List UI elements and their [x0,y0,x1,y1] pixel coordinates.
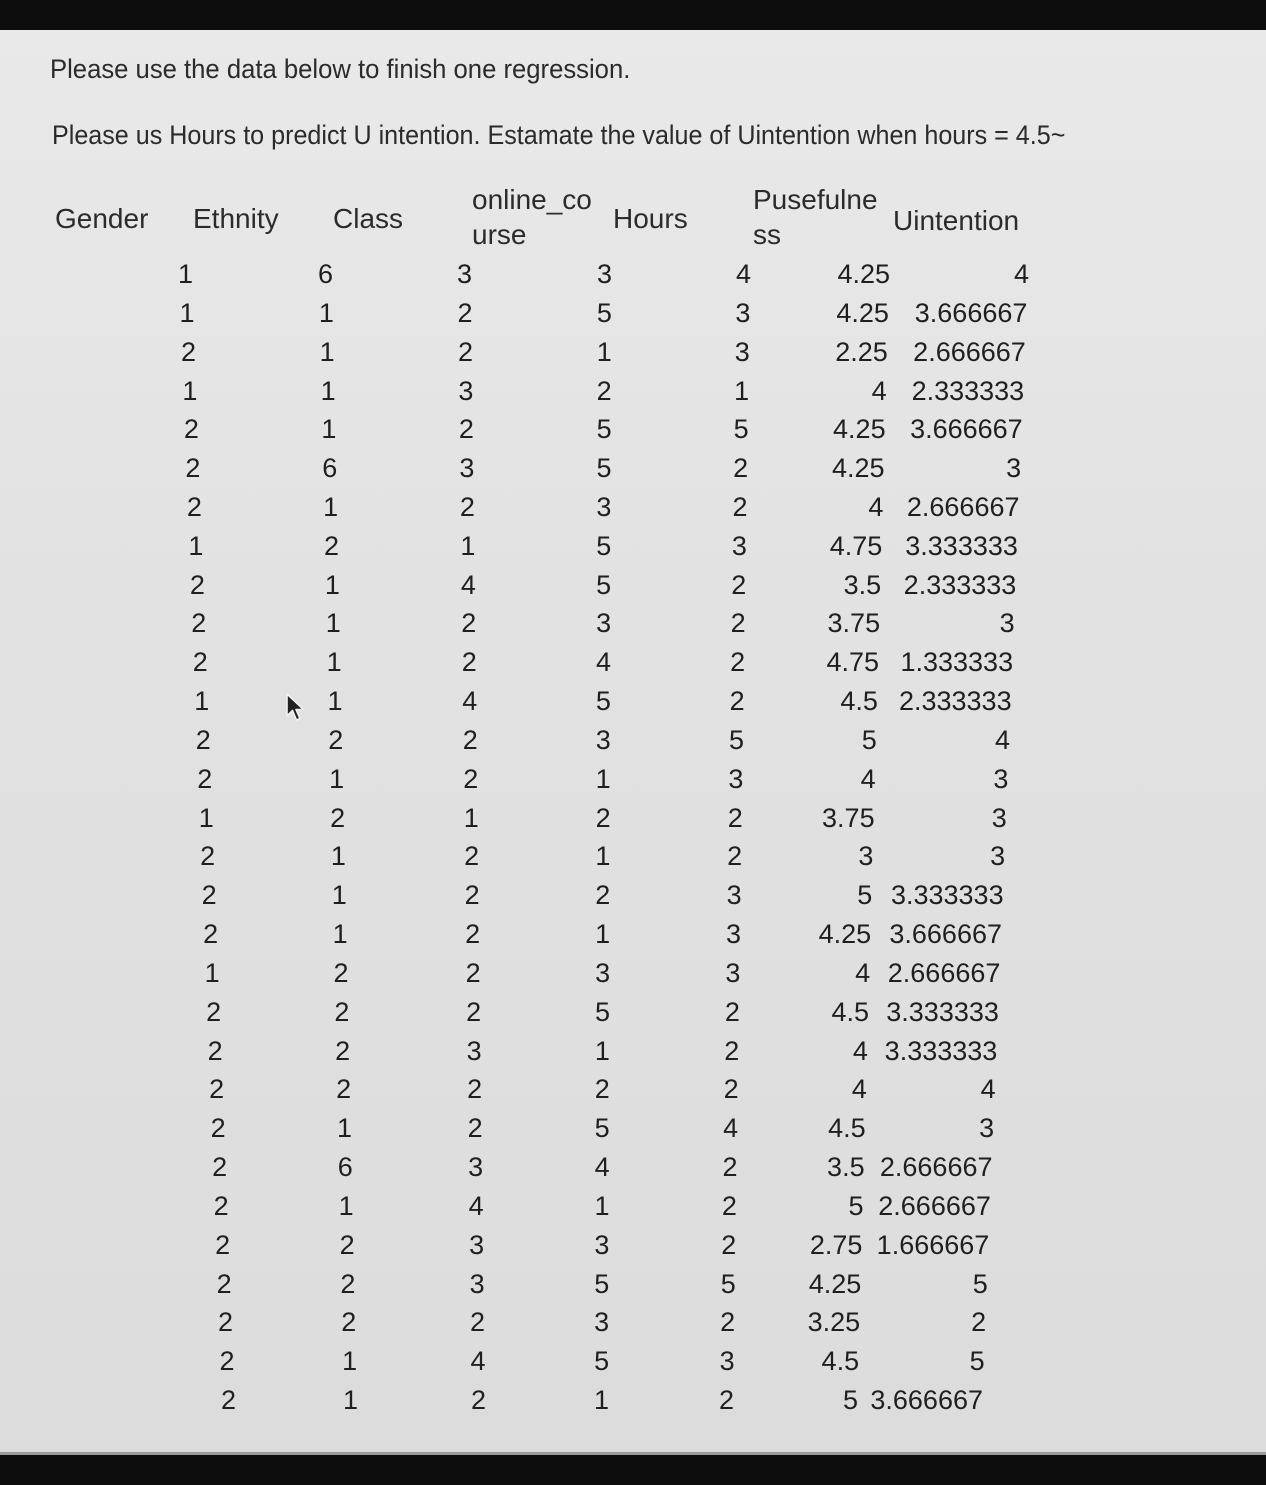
cell-online-course: 3 [595,957,611,988]
cell-pusefulness: 2.75 [809,1229,863,1260]
cell-uintention: 2.333333 [898,686,1012,717]
cell-uintention: 3 [979,1113,995,1144]
cell-class: 2 [461,608,477,639]
cell-class: 3 [469,1229,485,1260]
header-online-course-line1: online_co [472,184,592,215]
cell-ethnity: 1 [338,1190,354,1221]
cell-pusefulness: 4.5 [821,1346,860,1377]
cell-pusefulness: 5 [848,1190,864,1221]
cell-pusefulness: 4.5 [828,1113,866,1144]
cell-pusefulness: 4 [852,1035,868,1066]
cell-class: 2 [467,1074,483,1105]
cell-ethnity: 1 [323,492,339,522]
header-ethnity: Ethnity [193,203,279,234]
cell-online-course: 5 [594,1268,610,1299]
cell-pusefulness: 4.25 [833,414,886,445]
cell-ethnity: 6 [317,259,333,289]
cell-uintention: 3 [999,608,1015,639]
cell-uintention: 3.666667 [870,1385,983,1415]
cell-class: 2 [470,1385,486,1415]
cell-hours: 2 [730,608,746,639]
cell-hours: 2 [730,647,746,678]
cell-uintention: 2.666667 [913,336,1026,367]
cell-uintention: 2.333333 [903,569,1017,600]
cell-class: 1 [463,802,479,833]
cell-uintention: 2.333333 [911,375,1025,406]
cell-pusefulness: 4.5 [840,686,878,717]
cell-online-course: 4 [595,647,611,678]
cell-online-course: 5 [594,1113,610,1144]
cell-ethnity: 2 [339,1229,355,1260]
cell-uintention: 1.666667 [876,1229,990,1260]
cell-hours: 2 [727,841,743,872]
cell-ethnity: 2 [341,1307,357,1338]
cell-uintention: 3.333333 [890,880,1004,911]
cell-online-course: 5 [594,996,610,1027]
cell-gender: 2 [213,1190,229,1221]
cell-hours: 2 [723,1074,739,1105]
cell-online-course: 3 [596,492,612,522]
cell-pusefulness: 2.25 [835,336,888,367]
cell-hours: 3 [728,763,744,794]
cell-pusefulness: 4.25 [837,259,890,289]
cell-pusefulness: 3.5 [843,569,882,600]
cell-uintention: 3.333333 [886,996,999,1027]
cell-ethnity: 1 [327,686,343,717]
cell-gender: 2 [215,1229,231,1260]
cell-online-course: 5 [595,686,611,717]
cell-ethnity: 1 [330,841,346,872]
cell-uintention: 2.666667 [878,1190,991,1221]
cell-pusefulness: 3.25 [807,1307,861,1338]
cell-uintention: 5 [969,1346,985,1377]
cell-ethnity: 1 [321,414,337,445]
cell-uintention: 3.333333 [884,1035,998,1066]
cell-online-course: 2 [596,375,612,406]
cell-hours: 2 [727,802,743,833]
cell-hours: 3 [734,336,750,367]
header-hours: Hours [613,203,688,234]
cell-pusefulness: 4.25 [818,919,872,950]
cell-online-course: 1 [595,763,611,794]
cell-gender: 2 [207,1035,223,1066]
cell-uintention: 4 [1013,259,1029,289]
cell-class: 2 [463,763,479,794]
cell-gender: 2 [197,763,213,794]
cell-online-course: 2 [595,880,611,911]
cell-gender: 1 [182,375,198,406]
cell-hours: 2 [732,492,748,522]
cell-ethnity: 2 [323,530,339,561]
cell-ethnity: 1 [319,336,335,367]
cell-ethnity: 1 [320,375,336,406]
cell-gender: 2 [186,492,202,522]
cell-uintention: 3.666667 [914,297,1028,328]
cell-uintention: 5 [972,1268,988,1299]
cell-gender: 1 [198,802,214,833]
cell-pusefulness: 4.75 [829,530,883,561]
cell-hours: 2 [718,1385,734,1415]
cell-hours: 3 [735,297,751,328]
cell-hours: 2 [733,453,749,484]
cell-gender: 2 [201,880,217,911]
cell-ethnity: 1 [326,647,342,678]
cell-hours: 2 [724,1035,740,1066]
cell-gender: 2 [200,841,216,872]
cell-online-course: 5 [596,297,612,328]
cell-ethnity: 2 [330,802,346,833]
header-uintention: Uintention [893,205,1020,236]
cell-online-course: 1 [593,1385,609,1415]
cell-pusefulness: 5 [857,880,873,911]
cell-hours: 3 [719,1346,735,1377]
cell-online-course: 3 [595,724,611,755]
cell-ethnity: 6 [322,453,338,484]
cell-pusefulness: 5 [842,1385,858,1415]
cell-ethnity: 2 [328,724,344,755]
cell-ethnity: 1 [324,569,340,600]
cell-hours: 2 [720,1307,736,1338]
cell-ethnity: 1 [331,880,347,911]
cell-online-course: 3 [594,1307,610,1338]
cell-online-course: 5 [596,414,612,445]
cell-uintention: 1.333333 [900,647,1014,678]
cell-hours: 3 [725,957,741,988]
cell-gender: 2 [183,414,199,445]
cell-gender: 2 [220,1385,236,1415]
cell-class: 4 [460,569,476,600]
cell-hours: 5 [720,1268,736,1299]
cell-hours: 3 [731,530,747,561]
instruction-line-2: Please us Hours to predict U intention. Estamate the value of Uintention when hours = 4.5~ [52,120,1066,150]
cell-ethnity: 2 [340,1268,356,1299]
cell-hours: 2 [721,1190,737,1221]
cell-gender: 2 [210,1113,226,1144]
cell-gender: 1 [177,259,193,289]
cell-online-course: 2 [595,802,611,833]
cell-uintention: 3 [1006,453,1022,484]
cell-online-course: 5 [596,569,612,600]
cell-hours: 2 [729,686,745,717]
header-pusefulness-line2: ss [753,219,781,250]
cell-online-course: 2 [594,1074,610,1105]
cell-online-course: 1 [594,1190,610,1221]
cell-hours: 2 [731,569,747,600]
cell-online-course: 5 [596,530,612,561]
cell-class: 2 [464,841,480,872]
header-pusefulness-line1: Pusefulne [753,184,878,215]
cell-ethnity: 1 [325,608,341,639]
cell-ethnity: 1 [329,763,345,794]
cell-class: 2 [465,957,481,988]
cell-hours: 5 [733,414,749,445]
cell-pusefulness: 4 [868,492,884,522]
cell-gender: 2 [189,569,205,600]
cell-pusefulness: 4 [855,957,871,988]
cell-class: 3 [468,1152,484,1182]
cell-class: 3 [456,259,472,289]
cell-hours: 4 [735,259,751,289]
cell-ethnity: 1 [332,919,348,950]
cell-pusefulness: 4.25 [836,297,889,328]
header-online-course [472,182,592,252]
cell-pusefulness: 3.75 [822,802,875,833]
cell-online-course: 4 [594,1152,610,1182]
cell-uintention: 3 [991,802,1007,833]
cell-class: 3 [469,1268,485,1299]
cell-class: 3 [458,375,474,406]
cell-gender: 1 [179,297,195,328]
cell-ethnity: 6 [337,1152,353,1182]
cell-uintention: 3.333333 [905,530,1018,561]
cell-class: 4 [462,686,478,717]
cell-class: 2 [459,492,475,522]
cell-online-course: 5 [596,453,612,484]
cell-hours: 3 [726,880,742,911]
cell-gender: 2 [180,336,196,367]
cell-class: 3 [466,1035,482,1066]
cell-hours: 5 [728,724,744,755]
cell-ethnity: 1 [342,1385,358,1415]
cell-uintention: 3.666667 [910,414,1023,445]
cell-gender: 2 [203,919,219,950]
cell-online-course: 1 [595,919,611,950]
cell-pusefulness: 4 [871,375,887,406]
cell-hours: 4 [723,1113,739,1144]
cell-class: 2 [467,1113,483,1144]
cell-ethnity: 1 [342,1346,358,1377]
cell-online-course: 1 [596,336,612,367]
cell-uintention: 4 [994,724,1010,755]
cell-class: 1 [460,530,476,561]
cell-ethnity: 1 [318,297,334,328]
photo-of-screen [0,30,1266,1455]
cell-online-course: 1 [595,841,611,872]
cell-gender: 2 [216,1268,232,1299]
cell-class: 2 [461,647,477,678]
cell-online-course: 1 [594,1035,610,1066]
cell-uintention: 2 [971,1307,987,1338]
cell-ethnity: 2 [336,1074,352,1105]
cell-class: 2 [457,336,473,367]
cell-gender: 1 [204,957,220,988]
cell-pusefulness: 4.75 [826,647,879,678]
cell-pusefulness: 5 [861,724,877,755]
cell-pusefulness: 4.5 [831,996,869,1027]
cell-class: 2 [465,919,481,950]
cell-uintention: 2.666667 [879,1152,993,1182]
cell-gender: 2 [191,608,207,639]
cell-class: 2 [464,880,480,911]
header-online-course-line2: urse [472,219,527,250]
instruction-line-1: Please use the data below to finish one regression. [50,54,631,84]
cell-pusefulness: 4 [860,763,876,794]
cell-pusefulness: 3.5 [827,1152,865,1182]
header-pusefulness [753,182,878,252]
cell-hours: 2 [722,1152,738,1182]
cell-ethnity: 2 [335,1035,351,1066]
cell-class: 4 [470,1346,486,1377]
header-gender: Gender [55,203,149,234]
cell-pusefulness: 4 [851,1074,867,1105]
cell-pusefulness: 4.25 [808,1268,862,1299]
cell-gender: 1 [188,530,204,561]
cell-online-course: 3 [594,1229,610,1260]
cell-class: 2 [457,297,473,328]
cell-class: 2 [469,1307,485,1338]
cell-uintention: 2.666667 [906,492,1020,522]
cell-uintention: 3.666667 [889,919,1002,950]
cell-hours: 1 [734,375,750,406]
cell-gender: 2 [195,724,211,755]
cell-class: 2 [462,724,478,755]
cell-pusefulness: 3.75 [827,608,881,639]
cell-gender: 2 [217,1307,233,1338]
cell-online-course: 3 [596,608,612,639]
cell-class: 4 [468,1190,484,1221]
mouse-pointer-icon [285,692,307,724]
cell-gender: 2 [206,996,222,1027]
cell-uintention: 4 [980,1074,996,1105]
cell-gender: 2 [209,1074,225,1105]
cell-pusefulness: 4.25 [831,453,885,484]
cell-gender: 1 [194,686,210,717]
cell-uintention: 2.666667 [887,957,1001,988]
cell-hours: 2 [721,1229,737,1260]
cell-gender: 2 [185,453,201,484]
header-class: Class [333,203,404,234]
cell-ethnity: 2 [334,996,350,1027]
cell-online-course: 3 [596,259,612,289]
cell-gender: 2 [212,1152,228,1182]
cell-uintention: 3 [993,763,1009,794]
cell-online-course: 5 [594,1346,610,1377]
cell-hours: 3 [725,919,741,950]
cell-hours: 2 [724,996,740,1027]
cell-uintention: 3 [990,841,1006,872]
cell-ethnity: 1 [336,1113,352,1144]
cell-pusefulness: 3 [858,841,874,872]
cell-ethnity: 2 [333,957,349,988]
cell-class: 2 [458,414,474,445]
cell-gender: 2 [219,1346,235,1377]
cell-class: 2 [466,996,482,1027]
cell-class: 3 [459,453,475,484]
screen-bottom-edge [0,1452,1266,1455]
cell-gender: 2 [192,647,208,678]
